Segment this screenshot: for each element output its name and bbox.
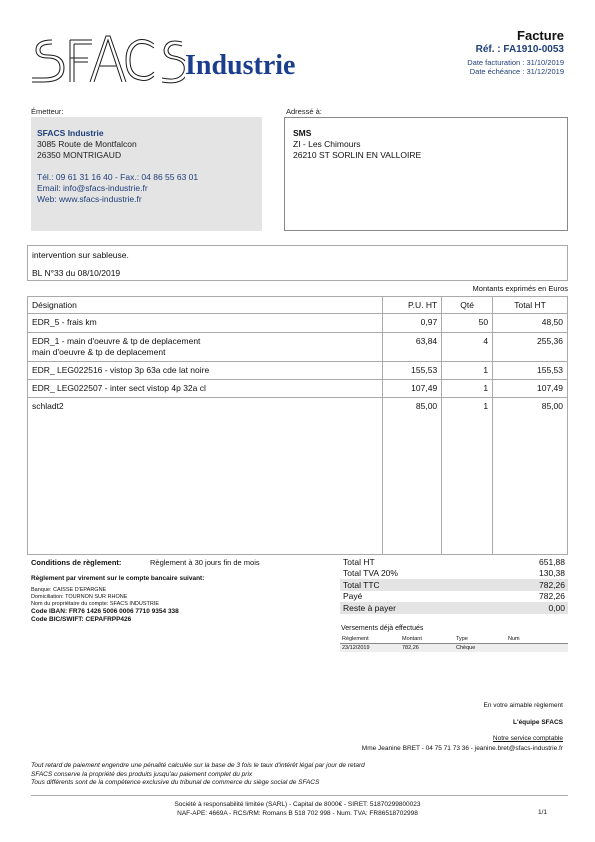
- col-quantity: Qté: [442, 297, 493, 314]
- currency-note: Montants exprimés en Euros: [472, 284, 568, 293]
- footer-line-2: NAF-APE: 4669A - RCS/RM: Romans B 518 702 998 - Num. TVA: FR86518702998: [177, 810, 418, 817]
- account-owner: Nom du propriétaire du compte: SFACS INDUSTRIE: [31, 601, 160, 607]
- table-header-row: [28, 297, 568, 314]
- total-value: 0,00: [490, 602, 568, 614]
- total-row: [340, 591, 568, 603]
- payment-conditions-value: Règlement à 30 jours fin de mois: [150, 558, 260, 567]
- row-quantity: 50: [442, 314, 493, 333]
- row-unit-price: 63,84: [383, 333, 442, 362]
- total-row: [340, 579, 568, 591]
- table-row: [28, 380, 568, 398]
- accounting-contact: Mme Jeanine BRET - 04 75 71 73 36 - jeanine.bret@sfacs-industrie.fr: [361, 745, 563, 752]
- row-total: 255,36: [493, 333, 568, 362]
- bic: Code BIC/SWIFT: CEPAFRPP426: [31, 616, 132, 623]
- row-designation: EDR_5 - frais km: [28, 314, 383, 333]
- totals-table: [340, 556, 568, 614]
- object-line-1: intervention sur sableuse.: [32, 250, 129, 260]
- row-unit-price: 155,53: [383, 362, 442, 380]
- payment-row: [340, 644, 568, 653]
- payment-num: [506, 644, 568, 653]
- payment-type: Chèque: [454, 644, 506, 653]
- total-value: 651,88: [539, 556, 565, 567]
- logo-industrie-text: Industrie: [185, 50, 296, 81]
- total-label: Payé: [343, 591, 363, 602]
- total-value: 782,26: [539, 591, 565, 602]
- payment-date: 23/12/2019: [340, 644, 400, 653]
- invoice-reference: Réf. : FA1910-0053: [475, 44, 564, 55]
- invoice-object-box: [27, 245, 568, 281]
- bank-details: [31, 587, 179, 624]
- total-row: [340, 556, 568, 568]
- table-row: [28, 362, 568, 380]
- sender-web: Web: www.sfacs-industrie.fr: [37, 194, 142, 204]
- legal-note: Tous différents sont de la compétence exclusive du tribunal de commerce du siège social de SFACS: [31, 779, 320, 786]
- closing-phrase: En votre aimable règlement: [483, 702, 563, 709]
- payments-table: [340, 635, 568, 652]
- due-date: Date échéance : 31/12/2019: [469, 67, 564, 76]
- sender-address-2: 26350 MONTRIGAUD: [37, 150, 122, 160]
- recipient-address-2: 26210 ST SORLIN EN VALLOIRE: [293, 150, 422, 160]
- company-footer: [0, 800, 595, 818]
- accounting-service: Notre service comptable: [492, 735, 563, 742]
- team-signature: L'équipe SFACS: [513, 719, 563, 726]
- recipient-name: SMS: [293, 128, 312, 138]
- invoice-date: Date facturation : 31/10/2019: [467, 58, 564, 67]
- col-designation: Désignation: [28, 297, 383, 314]
- row-quantity: 1: [442, 362, 493, 380]
- payments-col-amount: Montant: [400, 635, 454, 644]
- row-total: 107,49: [493, 380, 568, 398]
- row-designation: EDR_ LEG022516 - vistop 3p 63a cde lat noire: [28, 362, 383, 380]
- sender-address-1: 3085 Route de Montfalcon: [37, 139, 137, 149]
- row-designation-main: EDR_1 - main d'oeuvre & tp de deplacement: [32, 336, 201, 346]
- total-row: [340, 568, 568, 580]
- sender-phone: Tél.: 09 61 31 16 40 - Fax.: 04 86 55 63 01: [37, 172, 199, 182]
- payment-amount: 782,26: [400, 644, 454, 653]
- payments-col-type: Type: [454, 635, 506, 644]
- row-total: 155,53: [493, 362, 568, 380]
- row-unit-price: 0,97: [383, 314, 442, 333]
- recipient-address-1: ZI - Les Chimours: [293, 139, 361, 149]
- table-row: [28, 398, 568, 555]
- row-total: 85,00: [493, 398, 568, 555]
- object-line-2: BL N°33 du 08/10/2019: [32, 268, 121, 278]
- sender-label: Émetteur:: [31, 107, 64, 116]
- col-unit-price: P.U. HT: [383, 297, 442, 314]
- col-total: Total HT: [493, 297, 568, 314]
- total-value: 782,26: [490, 579, 568, 591]
- bank-domiciliation: Domiciliation: TOURNON SUR RHONE: [31, 594, 128, 600]
- row-designation-detail: main d'oeuvre & tp de deplacement: [32, 347, 166, 357]
- bank-transfer-title: Règlement par virement sur le compte bancaire suivant:: [31, 575, 205, 582]
- row-designation: schladt2: [28, 398, 383, 555]
- sender-name: SFACS Industrie: [37, 128, 104, 138]
- total-row: [340, 602, 568, 614]
- row-quantity: 4: [442, 333, 493, 362]
- legal-note: SFACS conserve la propriété des produits jusqu'au paiement complet du prix: [31, 770, 253, 778]
- page-number: 1/1: [537, 809, 547, 816]
- row-designation: [28, 333, 383, 362]
- footer-divider: [31, 795, 568, 796]
- payments-col-num: Num: [506, 635, 568, 644]
- invoice-dates: [467, 58, 564, 76]
- row-total: 48,50: [493, 314, 568, 333]
- legal-notes: [31, 762, 365, 788]
- total-label: Total HT: [343, 556, 375, 567]
- bank-name: Banque: CAISSE D'EPARGNE: [31, 587, 107, 593]
- row-unit-price: 107,49: [383, 380, 442, 398]
- payment-conditions-label: Conditions de règlement:: [31, 558, 122, 567]
- sender-box: [31, 117, 262, 231]
- total-label: Total TTC: [340, 579, 490, 591]
- iban: Code IBAN: FR76 1426 5006 0006 7710 9354 338: [31, 608, 179, 615]
- company-logo: [30, 28, 315, 88]
- table-row: [28, 333, 568, 362]
- recipient-label: Adressé à:: [286, 107, 322, 116]
- table-row: [28, 314, 568, 333]
- total-value: 130,38: [539, 568, 565, 579]
- invoice-lines-table: [27, 296, 568, 555]
- total-label: Reste à payer: [340, 602, 490, 614]
- row-quantity: 1: [442, 398, 493, 555]
- payments-header-row: [340, 635, 568, 644]
- document-title: Facture: [517, 28, 564, 43]
- row-unit-price: 85,00: [383, 398, 442, 555]
- legal-note: Tout retard de paiement engendre une pénalité calculée sur la base de 3 fois le taux d'intérêt légal par jour de retard: [31, 762, 365, 769]
- sender-email: Email: info@sfacs-industrie.fr: [37, 183, 148, 193]
- total-label: Total TVA 20%: [343, 568, 398, 579]
- row-designation: EDR_ LEG022507 - inter sect vistop 4p 32a cl: [28, 380, 383, 398]
- logo-stripes: [30, 28, 185, 84]
- recipient-box: [284, 117, 568, 231]
- payments-title: Versements déjà effectués: [341, 625, 424, 632]
- row-quantity: 1: [442, 380, 493, 398]
- footer-line-1: Société à responsabilité limitée (SARL) - Capital de 8000€ - SIRET: 51870299800023: [174, 801, 421, 808]
- payments-col-date: Règlement: [340, 635, 400, 644]
